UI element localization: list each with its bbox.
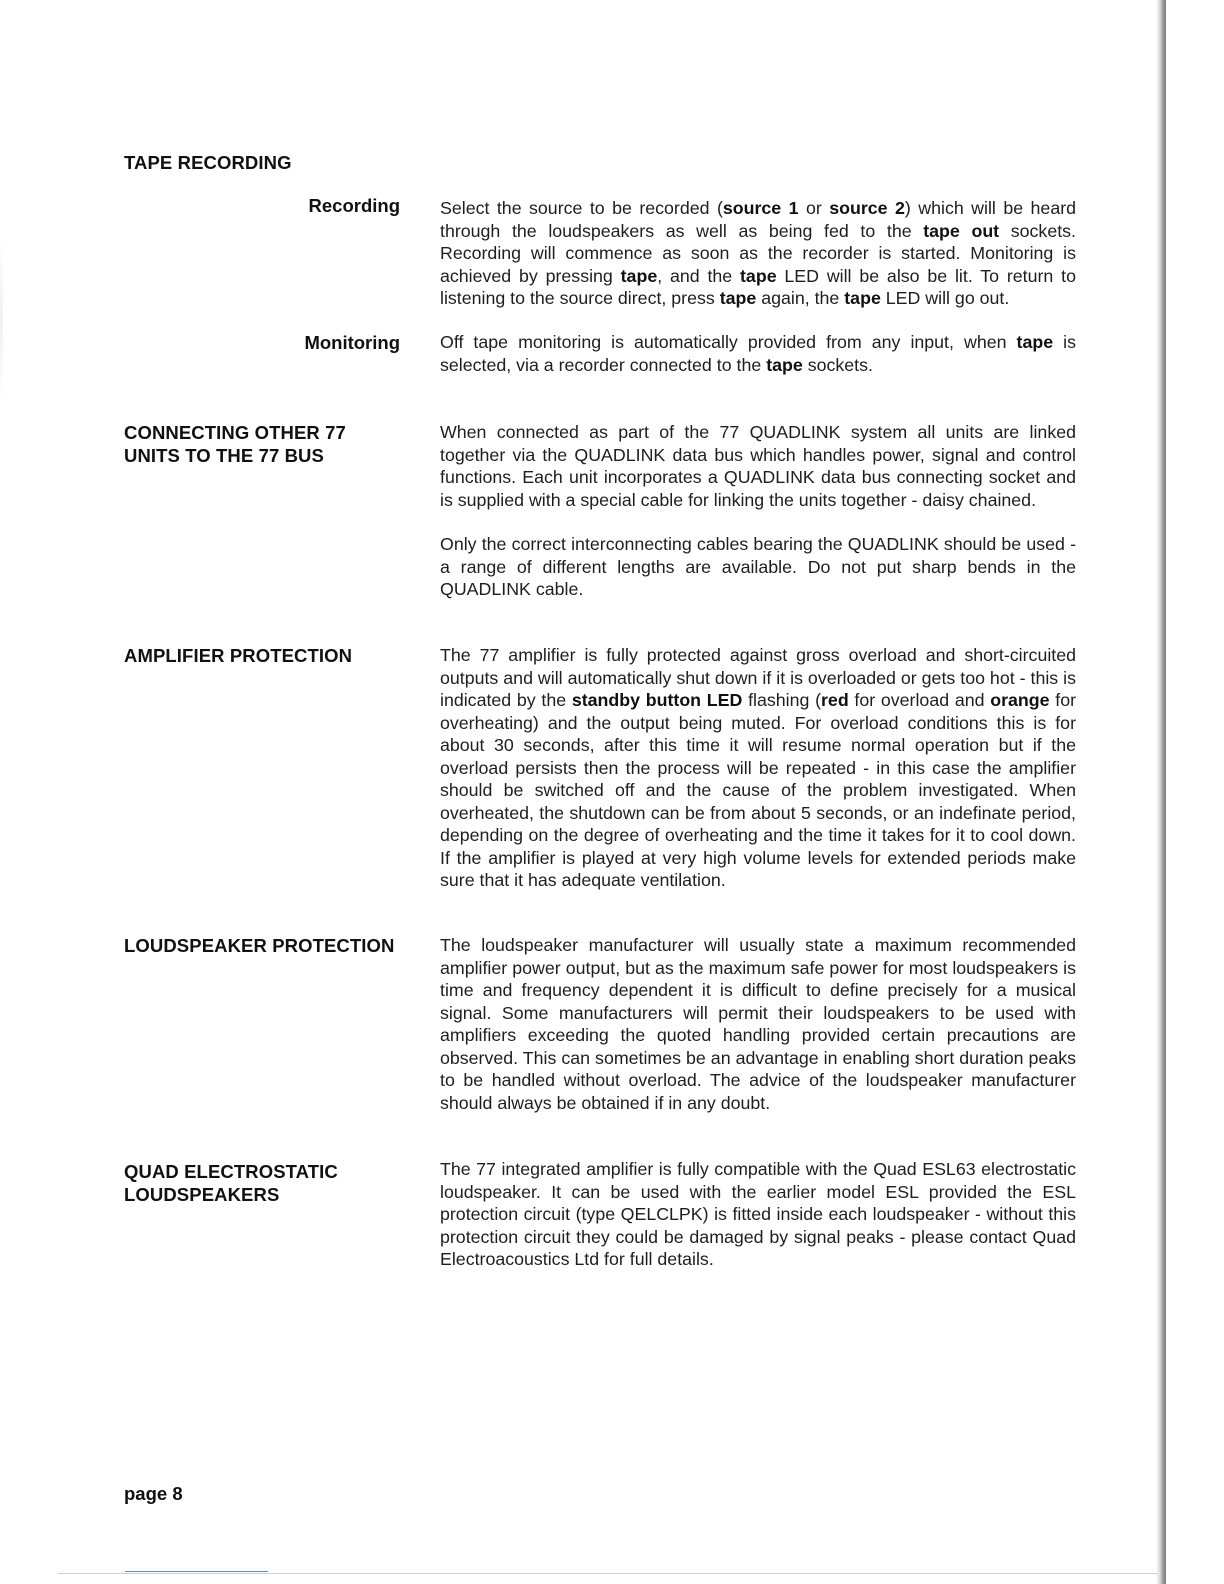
loudspeaker-protection-paragraph: The loudspeaker manufacturer will usually state a maximum recommended amplifier power output, but as the maximum safe power for most loudspeakers is time and frequency dependent it is difficult to define precisely for a musical signal. Some manufacturers will permit their loudspeakers to be used with amplifiers exceeding the quoted handling provided certain precautions are observed. This can sometimes be an advantage in enabling short duration peaks to be handled without overload. The advice of the loudspeaker manufacturer should always be obtained if in any doubt. <box>440 935 1076 1113</box>
bold-orange: orange <box>990 690 1050 710</box>
connecting-paragraph-2: Only the correct interconnecting cables bearing the QUADLINK should be used - a range of different lengths are available. Do not put sharp bends in the QUADLINK cable. <box>440 534 1076 599</box>
bottom-rule <box>58 1573 1158 1574</box>
bold-tape: tape <box>1016 332 1054 352</box>
bold-tape: tape <box>719 288 757 308</box>
page-margin-right <box>1166 0 1224 1584</box>
recording-paragraph: Select the source to be recorded (source 1 or source 2) which will be heard through the loudspeakers as well as being fed to the tape out sockets. Recording will commence as soon as the recorder is started. Monitoring is achieved by pressing tape, and the tape LED will be also be lit. To return to listening to the source direct, press tape again, the tape LED will go out. <box>440 198 1077 308</box>
page-number: page 8 <box>124 1483 183 1504</box>
bold-tape: tape <box>766 354 803 375</box>
quad-electrostatic-paragraph: The 77 integrated amplifier is fully compatible with the Quad ESL63 electrostatic loudspeaker. It can be used with the earlier model ESL provided the ESL protection circuit (type QELCLPK) is fitted inside each loudspeaker - without this protection circuit they could be damaged by signal peaks - please contact Quad Electroacoustics Ltd for full details. <box>440 1159 1076 1269</box>
amplifier-protection-paragraph: The 77 amplifier is fully protected against gross overload and short-circuited outputs and will automatically shut down if it is overloaded or gets too hot - this is indicated by the standby button LED flashing (red for overload and orange for overheating) and the output being muted. For overload conditions this is for about 30 seconds, after this time it will resume normal operation but if the overload persists then the process will be repeated - in this case the amplifier should be switched off and the cause of the problem investigated. When overheated, the shutdown can be from about 5 seconds, or an indefinate period, depending on the degree of overheating and the time it takes for it to cool down. If the amplifier is played at very high volume levels for extended periods make sure that it has adequate ventilation. <box>440 645 1077 890</box>
bottom-accent-rule <box>125 1571 268 1572</box>
heading-loudspeaker-protection: LOUDSPEAKER PROTECTION <box>124 935 395 956</box>
connecting-paragraph-1: When connected as part of the 77 QUADLINK system all units are linked together via the QUADLINK data bus which handles power, signal and control functions. Each unit incorporates a QUADLINK data bus connecting socket and is supplied with a special cable for linking the units together - daisy chained. <box>440 422 1076 510</box>
heading-connecting-units: CONNECTING OTHER 77 UNITS TO THE 77 BUS <box>124 422 346 466</box>
bold-standby-led: standby button LED <box>571 690 743 710</box>
bold-tape: tape <box>844 288 881 308</box>
bold-source-1: source 1 <box>722 198 799 218</box>
bold-tape: tape <box>620 265 658 286</box>
bold-red: red <box>821 690 849 710</box>
heading-amplifier-protection: AMPLIFIER PROTECTION <box>124 645 353 666</box>
bold-source-2: source 2 <box>829 198 905 218</box>
bold-tape: tape <box>740 265 777 286</box>
subheading-monitoring: Monitoring <box>304 332 400 353</box>
subheading-recording: Recording <box>308 195 400 216</box>
heading-quad-electrostatic: QUAD ELECTROSTATIC LOUDSPEAKERS <box>124 1161 338 1205</box>
monitoring-paragraph: Off tape monitoring is automatically provided from any input, when tape is selected, via a recorder connected to the tape sockets. <box>440 332 1076 375</box>
bold-tape-out: tape out <box>923 220 1000 241</box>
scan-artifact <box>0 240 3 400</box>
heading-tape-recording: TAPE RECORDING <box>124 152 292 173</box>
page-binding-edge <box>1156 0 1166 1584</box>
